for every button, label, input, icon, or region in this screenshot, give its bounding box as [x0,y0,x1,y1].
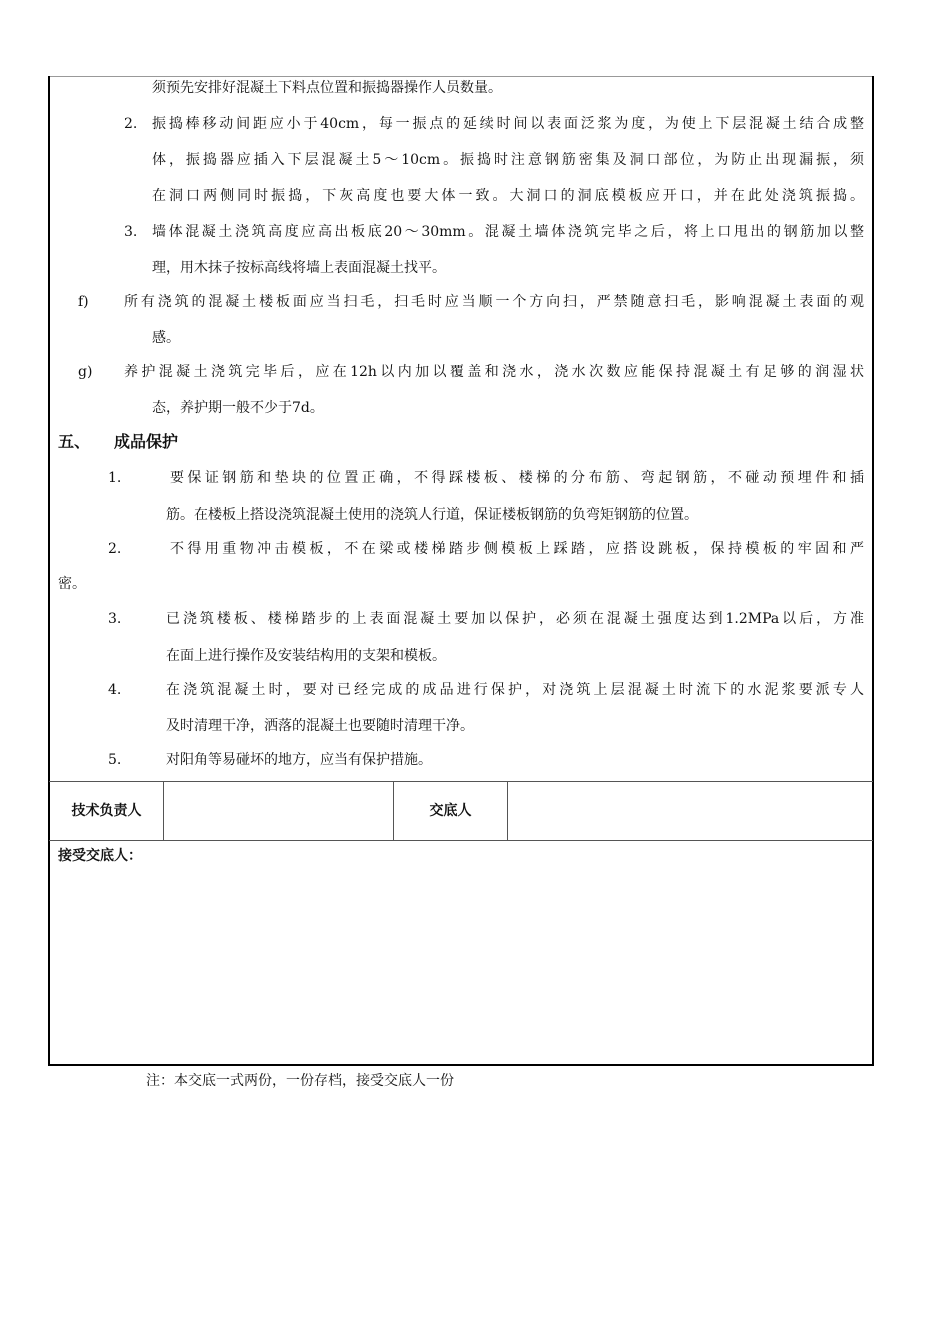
text-line: 所有浇筑的混凝土楼板面应当扫毛，扫毛时应当顺一个方向扫，严禁随意扫毛，影响混凝土表面的观 [124,294,864,310]
list-number: 3. [108,611,122,627]
discloser-label: 交底人 [429,803,472,819]
text-line: 筋。在楼板上搭设浇筑混凝土使用的浇筑人行道，保证楼板钢筋的负弯矩钢筋的位置。 [166,507,698,523]
row-divider [49,840,873,841]
text-line: 在洞口两侧同时振捣，下灰高度也要大体一致。大洞口的洞底模板应开口，并在此处浇筑振捣。 [152,188,864,204]
text-line: 已浇筑楼板、楼梯踏步的上表面混凝土要加以保护，必须在混凝土强度达到1.2MPa以后，方准 [166,611,864,627]
text-line: 墙体混凝土浇筑高度应高出板底20～30mm。混凝土墙体浇筑完毕之后，将上口甩出的钢筋加以整 [152,224,864,240]
text-line: 在浇筑混凝土时，要对已经完成的成品进行保护，对浇筑上层混凝土时流下的水泥浆要派专人 [166,682,864,698]
section-title: 成品保护 [114,432,179,451]
tech-lead-label: 技术负责人 [71,803,142,819]
text-line: 体，振捣器应插入下层混凝土5～10cm。振捣时注意钢筋密集及洞口部位，为防止出现漏振，须 [152,152,864,168]
list-number: 2. [108,541,122,557]
text-line: 感。 [152,330,180,346]
receiver-label: 接受交底人： [58,848,142,864]
list-number: 2. [124,116,138,132]
text-line: 不得用重物冲击模板，不在梁或楼梯踏步侧模板上踩踏，应搭设跳板，保持模板的牢固和严 [170,541,864,557]
text-line: 须预先安排好混凝土下料点位置和振捣器操作人员数量。 [152,80,502,96]
list-number: 4. [108,682,122,698]
list-number: 1. [108,470,122,486]
receiver-signature-area[interactable] [50,868,872,1064]
list-letter: g) [78,364,93,380]
text-line: 要保证钢筋和垫块的位置正确，不得踩楼板、楼梯的分布筋、弯起钢筋，不碰动预埋件和插 [170,470,864,486]
list-letter: f) [78,294,89,310]
footnote: 注：本交底一式两份，一份存档，接受交底人一份 [146,1073,454,1089]
text-line: 振捣棒移动间距应小于40cm，每一振点的延续时间以表面泛浆为度，为使上下层混凝土结合成整 [152,116,864,132]
text-line: 态，养护期一般不少于7d。 [152,400,324,416]
text-line: 在面上进行操作及安装结构用的支架和模板。 [166,648,446,664]
list-number: 3. [124,224,138,240]
text-line: 及时清理干净，洒落的混凝土也要随时清理干净。 [166,718,474,734]
row-divider [49,781,873,782]
section-number: 五、 [58,432,91,451]
list-number: 5. [108,752,122,768]
text-line: 密。 [58,576,86,592]
text-line: 理，用木抹子按标高线将墙上表面混凝土找平。 [152,260,446,276]
text-line: 养护混凝土浇筑完毕后，应在12h以内加以覆盖和浇水，浇水次数应能保持混凝土有足够的润湿状 [124,364,864,380]
text-line: 对阳角等易碰坏的地方，应当有保护措施。 [166,752,432,768]
cell-divider [163,781,164,841]
cell-divider [507,781,508,841]
